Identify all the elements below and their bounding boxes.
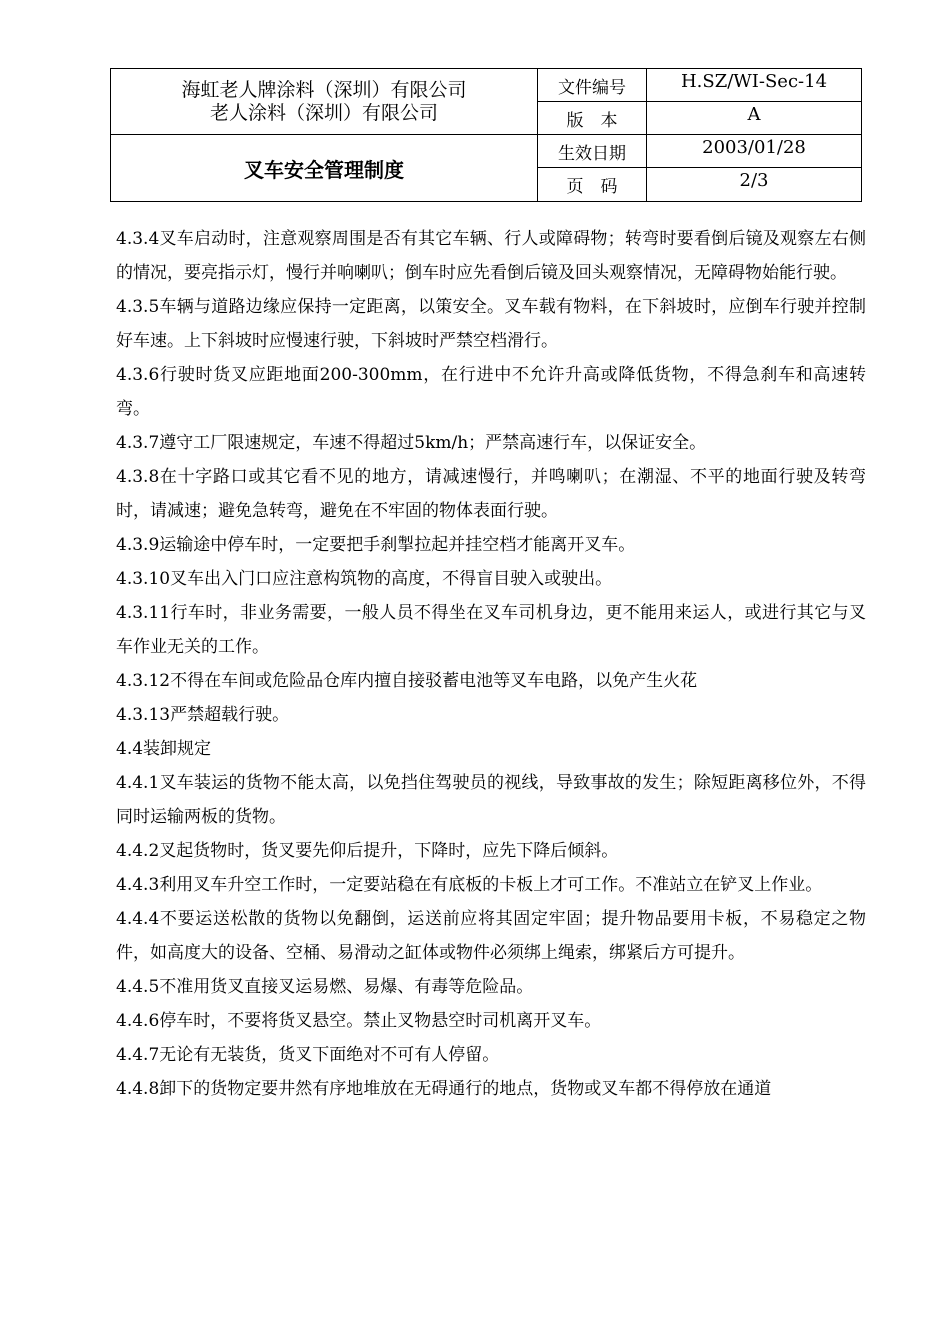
clause-paragraph: 4.3.6行驶时货叉应距地面200-300mm，在行进中不允许升高或降低货物，不得急刹车和高速转弯。: [116, 365, 866, 419]
clause-paragraph: 4.4.5不准用货叉直接叉运易燃、易爆、有毒等危险品。: [116, 977, 534, 997]
clause-paragraph: 4.4.1叉车装运的货物不能太高，以免挡住驾驶员的视线，导致事故的发生；除短距离移位外，不得同时运输两板的货物。: [116, 773, 866, 827]
section-heading: 4.4装卸规定: [116, 739, 212, 759]
clause-paragraph: 4.3.5车辆与道路边缘应保持一定距离，以策安全。叉车载有物料，在下斜坡时，应倒车行驶并控制好车速。上下斜坡时应慢速行驶，下斜坡时严禁空档滑行。: [116, 297, 866, 351]
meta-value: H.SZ/WI-Sec-14: [680, 71, 828, 92]
clause-paragraph: 4.4.4不要运送松散的货物以免翻倒，运送前应将其固定牢固；提升物品要用卡板，不易稳定之物件，如高度大的设备、空桶、易滑动之缸体或物件必须绑上绳索，绑紧后方可提升。: [116, 909, 866, 963]
clause-paragraph: 4.3.10叉车出入门口应注意构筑物的高度，不得盲目驶入或驶出。: [116, 569, 613, 589]
clause-paragraph: 4.3.7遵守工厂限速规定，车速不得超过5km/h；严禁高速行车，以保证安全。: [116, 433, 707, 453]
meta-label: 文件编号: [538, 69, 647, 101]
meta-value: 2/3: [739, 170, 769, 191]
company-name-line2: 老人涂料（深圳）有限公司: [209, 102, 438, 124]
meta-row-effective-date: [538, 135, 861, 168]
clause-paragraph: 4.4.3利用叉车升空工作时，一定要站稳在有底板的卡板上才可工作。不准站立在铲叉上作业。: [116, 875, 823, 895]
meta-row-doc-number: [538, 69, 861, 102]
meta-value: 2003/01/28: [702, 137, 806, 158]
meta-value: A: [747, 104, 761, 125]
document-title: 叉车安全管理制度: [111, 135, 538, 201]
document-meta: [538, 69, 861, 201]
clause-paragraph: 4.3.11行车时，非业务需要，一般人员不得坐在叉车司机身边，更不能用来运人，或进行其它与叉车作业无关的工作。: [116, 603, 866, 657]
clause-paragraph: 4.3.12不得在车间或危险品仓库内擅自接驳蓄电池等叉车电路，以免产生火花: [116, 671, 698, 691]
clause-paragraph: 4.3.8在十字路口或其它看不见的地方，请减速慢行，并鸣喇叭；在潮湿、不平的地面行驶及转弯时，请减速；避免急转弯，避免在不牢固的物体表面行驶。: [116, 467, 866, 521]
clause-paragraph: 4.3.4叉车启动时，注意观察周围是否有其它车辆、行人或障碍物；转弯时要看倒后镜及观察左右侧的情况，要亮指示灯，慢行并响喇叭；倒车时应先看倒后镜及回头观察情况，无障碍物始能行驶。: [116, 229, 866, 283]
clause-paragraph: 4.3.9运输途中停车时，一定要把手刹掣拉起并挂空档才能离开叉车。: [116, 535, 636, 555]
meta-label: 版 本: [538, 102, 647, 134]
meta-row-version: [538, 102, 861, 135]
company-name-cell: [111, 69, 538, 135]
clause-paragraph: 4.4.8卸下的货物定要井然有序地堆放在无碍通行的地点，货物或叉车都不得停放在通道: [116, 1079, 772, 1099]
meta-label: 页 码: [538, 168, 647, 201]
document-header-table: [110, 68, 862, 202]
company-name-line1: 海虹老人牌涂料（深圳）有限公司: [181, 79, 467, 101]
clause-paragraph: 4.4.7无论有无装货，货叉下面绝对不可有人停留。: [116, 1045, 500, 1065]
meta-row-page: [538, 168, 861, 201]
clause-paragraph: 4.4.6停车时，不要将货叉悬空。禁止叉物悬空时司机离开叉车。: [116, 1011, 602, 1031]
meta-label: 生效日期: [538, 135, 647, 167]
clause-paragraph: 4.3.13严禁超载行驶。: [116, 705, 290, 725]
clause-paragraph: 4.4.2叉起货物时，货叉要先仰后提升，下降时，应先下降后倾斜。: [116, 841, 619, 861]
document-body: [116, 222, 866, 1106]
